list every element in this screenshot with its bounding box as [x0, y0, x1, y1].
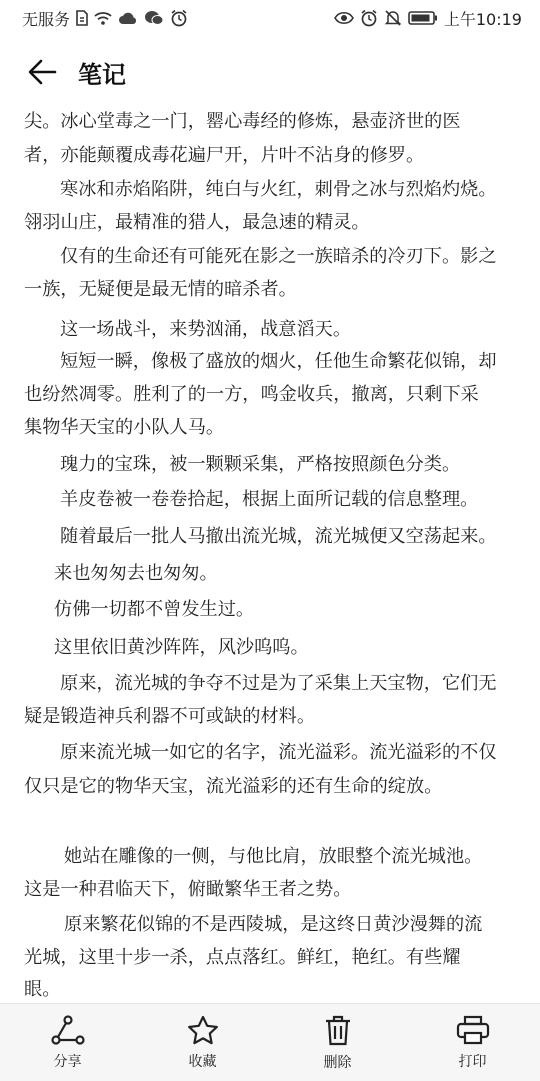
text-line: 来也匆匆去也匆匆。: [54, 563, 218, 584]
text-line: 也纷然凋零。胜利了的一方，鸣金收兵，撤离，只剩下采: [24, 384, 479, 405]
text-line: 光城，这里十步一杀，点点落红。鲜红，艳红。有些耀: [24, 947, 461, 968]
status-right: [334, 7, 522, 30]
text-line: 这里依旧黄沙阵阵，风沙呜呜。: [54, 637, 309, 658]
share-icon: [51, 1015, 85, 1045]
title-bar: [0, 36, 540, 108]
carrier-text: 无服务: [22, 9, 71, 29]
back-button[interactable]: [24, 54, 60, 90]
text-line: 这是一种君临天下，俯瞰繁华王者之势。: [24, 879, 352, 900]
text-line: 随着最后一批人马撤出流光城，流光城便又空荡起来。: [60, 526, 497, 547]
mute-bell-icon: [384, 9, 402, 27]
text-line: 原来流光城一如它的名字，流光溢彩。流光溢彩的不仅: [60, 742, 497, 763]
trash-icon: [323, 1014, 353, 1046]
bottom-action-bar: [0, 1003, 540, 1081]
share-label: 分享: [53, 1053, 82, 1070]
text-line: 疑是锻造神兵利器不可或缺的材料。: [24, 706, 316, 727]
status-left: [22, 7, 188, 30]
print-button[interactable]: [418, 1015, 528, 1071]
wechat-icon: [144, 10, 164, 26]
text-line: 寒冰和赤焰陷阱，纯白与火红，刺骨之冰与烈焰灼烧。: [60, 179, 497, 200]
text-line: 眼。: [24, 979, 61, 1000]
print-label: 打印: [458, 1053, 487, 1070]
text-line: 仅只是它的物华天宝，流光溢彩的还有生命的绽放。: [24, 776, 443, 797]
text-line: 集物华天宝的小队人马。: [24, 417, 225, 438]
text-line: 者，亦能颠覆成毒花遍尸开，片叶不沾身的修罗。: [24, 145, 425, 166]
text-line: 这一场战斗，来势汹涌，战意滔天。: [60, 319, 352, 340]
text-line: 瑰力的宝珠，被一颗颗采集，严格按照颜色分类。: [60, 454, 461, 475]
favorite-label: 收藏: [188, 1053, 217, 1070]
note-content[interactable]: [0, 108, 540, 1003]
text-line: 翎羽山庄，最精准的猎人，最急速的精灵。: [24, 212, 370, 233]
delete-button[interactable]: [283, 1014, 393, 1072]
text-line: 仅有的生命还有可能死在影之一族暗杀的冷刃下。影之: [60, 246, 497, 267]
star-icon: [187, 1015, 219, 1045]
text-line: 仿佛一切都不曾发生过。: [54, 599, 255, 620]
back-arrow-icon: [27, 59, 57, 85]
alarm-icon: [170, 9, 188, 27]
alarm-clock-icon: [360, 9, 378, 27]
text-line: 短短一瞬，像极了盛放的烟火，任他生命繁花似锦，却: [60, 351, 497, 372]
text-line: 她站在雕像的一侧，与他比肩，放眼整个流光城池。: [64, 846, 483, 867]
delete-label: 删除: [323, 1054, 352, 1071]
printer-icon: [456, 1015, 490, 1045]
clock-text: 上午10:19: [443, 9, 522, 29]
file-icon: [76, 10, 88, 26]
text-line: 羊皮卷被一卷卷拾起，根据上面所记载的信息整理。: [60, 489, 479, 510]
text-line: 一族，无疑便是最无情的暗杀者。: [24, 279, 297, 300]
text-line: 尖。冰心堂毒之一门，罂心毒经的修炼，悬壶济世的医: [24, 111, 461, 132]
text-line: 原来繁花似锦的不是西陵城，是这终日黄沙漫舞的流: [64, 914, 483, 935]
page-title: 笔记: [78, 60, 126, 89]
battery-icon: [408, 10, 438, 26]
text-line: 原来，流光城的争夺不过是为了采集上天宝物，它们无: [60, 673, 497, 694]
share-button[interactable]: [13, 1015, 123, 1071]
eye-icon: [334, 11, 354, 25]
status-bar: [0, 0, 540, 36]
wifi-icon: [94, 11, 112, 26]
favorite-button[interactable]: [148, 1015, 258, 1071]
cloud-icon: [118, 11, 138, 25]
